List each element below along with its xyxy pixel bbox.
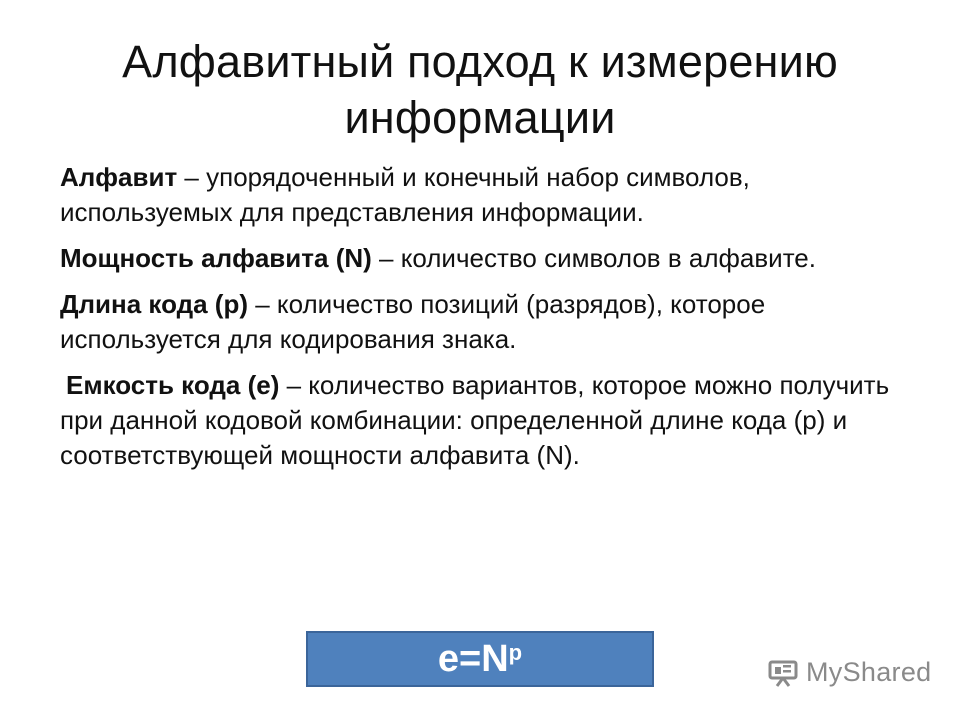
definition-text: – количество символов в алфавите. [371, 243, 816, 273]
definition-term: Емкость кода (e) [66, 370, 280, 400]
watermark [766, 657, 931, 688]
formula-box: e=N $^p$ [306, 631, 654, 687]
slide-title: Алфавитный подход к измерению информации [122, 36, 838, 143]
definition-alphabet [60, 160, 890, 230]
definition-alphabet-power [60, 241, 890, 276]
definitions-list [60, 160, 890, 484]
definition-code-capacity [60, 368, 890, 473]
presentation-icon [766, 658, 800, 688]
formula-base: e=N [437, 637, 509, 680]
definition-text: – количество вариантов, которое можно получить при данной кодовой комбинации: определенной длине кода (p) и соответствующей мощности алфавита (N). [60, 370, 890, 470]
definition-term: Алфавит [60, 162, 178, 192]
watermark-text: MyShared [806, 657, 932, 687]
definition-text: – упорядоченный и конечный набор символов, используемых для представления информации. [60, 162, 750, 227]
definition-term: Мощность алфавита (N) [60, 243, 372, 273]
definition-term: Длина кода (p) [60, 289, 249, 319]
definition-text: – количество позиций (разрядов), которое используется для кодирования знака. [60, 289, 766, 354]
definition-code-length [60, 287, 890, 357]
